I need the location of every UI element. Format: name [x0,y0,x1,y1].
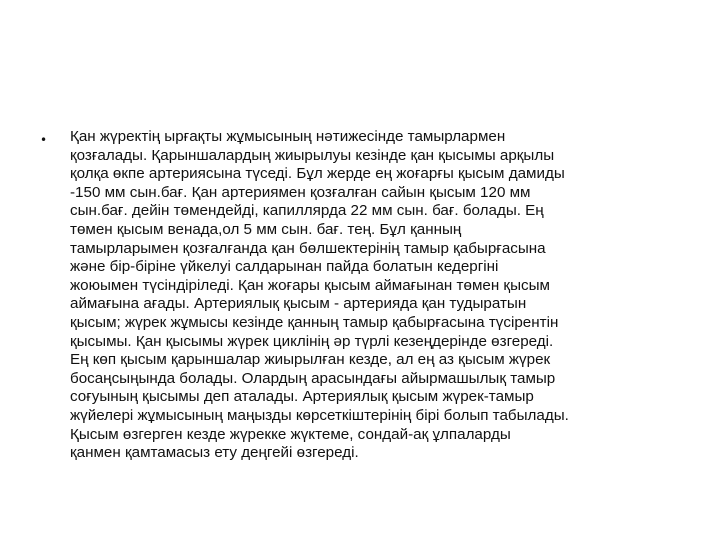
text-line: қозғалады. Қарыншалардың жиырылуы кезінде қан қысымы арқылы [70,146,555,164]
text-line: Ең көп қысым қарыншалар жиырылған кезде, ал ең аз қысым жүрек [70,351,551,369]
text-line: сын.бағ. дейін төмендейді, капиллярда 22 мм сын. бағ. болады. Ең [70,202,544,220]
text-line: жоюымен түсіндіріледі. Қан жоғары қысым аймағынан төмен қысым [70,276,550,294]
text-line: соғуының қысымы деп аталады. Артериялық қысым жүрек-тамыр [70,388,534,406]
text-line: қысымы. Қан қысымы жүрек циклінің әр түрлі кезеңдерінде өзгереді. [70,332,554,350]
text-line: Қысым өзгерген кезде жүрекке жүктеме, сондай-ақ ұлпаларды [70,425,511,443]
text-line: жүйелері жұмысының маңызды көрсеткіштерінің бірі болып табылады. [70,406,569,424]
paragraph-text [70,128,690,463]
text-line: және бір-біріне үйкелуі салдарынан пайда болатын кедергіні [70,258,499,276]
text-line: Қан жүректің ырғақты жұмысының нәтижесінде тамырлармен [70,128,506,145]
text-line: -150 мм сын.бағ. Қан артериямен қозғалған сайын қысым 120 мм [70,183,531,201]
text-line: қысым; жүрек жұмысы кезінде қанның тамыр қабырғасына түсірентін [70,313,559,331]
bullet-marker: • [40,133,48,147]
text-line: қолқа өкпе артериясына түседі. Бұл жерде ең жоғарғы қысым дамиды [70,165,565,183]
text-line: тамырларымен қозғалғанда қан бөлшектерінің тамыр қабырғасына [70,239,546,257]
text-line: төмен қысым венада,ол 5 мм сын. бағ. тең. Бұл қанның [70,220,462,238]
text-line: аймағына ағады. Артериялық қысым - артерияда қан тудыратын [70,295,527,313]
text-line: қанмен қамтамасыз ету деңгейі өзгереді. [70,444,359,462]
text-line: босаңсыңында болады. Олардың арасындағы айырмашылық тамыр [70,369,556,387]
